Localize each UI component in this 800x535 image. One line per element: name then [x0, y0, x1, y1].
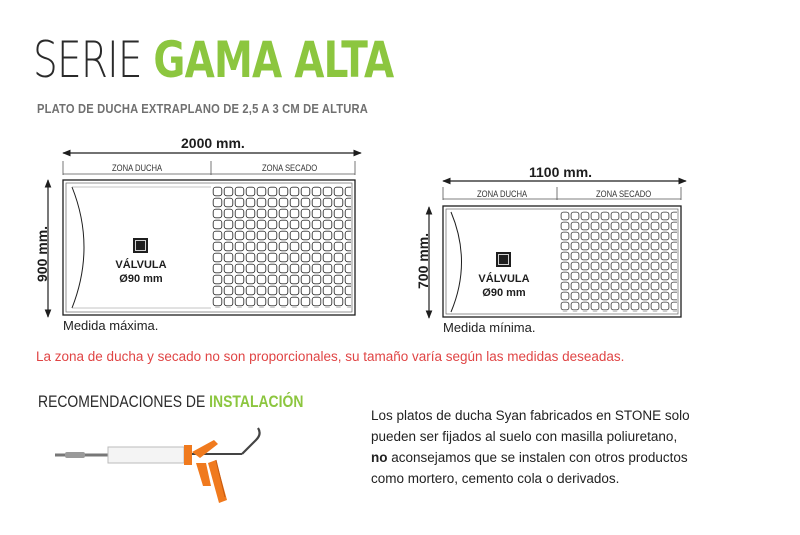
valve-text-min [468, 272, 540, 300]
desc-line-2: pueden ser fijados al suelo con masilla poliuretano, [371, 429, 678, 444]
zone-dry-label-min: ZONA SECADO [596, 189, 652, 199]
desc-line-3-rest: aconsejamos que se instalen con otros productos [387, 450, 688, 465]
diagram-max [48, 153, 361, 317]
zone-dry-label-max: ZONA SECADO [262, 163, 318, 173]
installation-description [371, 405, 701, 489]
width-label-max: 2000 mm. [181, 135, 245, 151]
valve-size: Ø90 mm [119, 273, 163, 285]
zone-shower-label-max: ZONA DUCHA [112, 163, 163, 173]
desc-bold-no: no [371, 450, 388, 465]
rec-title-part1: RECOMENDACIONES DE [38, 392, 210, 411]
caption-min: Medida mínima. [443, 320, 536, 335]
valve-text-max [105, 258, 177, 286]
desc-line-4: como mortero, cemento cola o derivados. [371, 471, 620, 486]
page-subtitle: PLATO DE DUCHA EXTRAPLANO DE 2,5 A 3 CM DE ALTURA [37, 101, 369, 116]
proportion-note: La zona de ducha y secado no son proporcionales, su tamaño varía según las medidas deseadas. [36, 349, 625, 364]
height-label-max: 900 mm. [34, 225, 50, 282]
zone-shower-label-min: ZONA DUCHA [477, 189, 528, 199]
height-label-min: 700 mm. [415, 232, 431, 289]
rec-title-part2: INSTALACIÓN [209, 392, 304, 411]
desc-line-1: Los platos de ducha Syan fabricados en STONE solo [371, 408, 690, 423]
desc-line-3 [371, 447, 701, 468]
valve-label: VÁLVULA [115, 259, 167, 271]
dry-zone-texture-max [212, 186, 351, 308]
caption-max: Medida máxima. [63, 318, 159, 333]
recommendations-title [38, 392, 303, 412]
title-gama-alta: GAMA ALTA [153, 31, 394, 89]
dry-zone-texture-min [560, 211, 677, 312]
valve-size: Ø90 mm [482, 287, 526, 299]
caulking-gun-icon [55, 428, 260, 503]
width-label-min: 1100 mm. [529, 164, 593, 180]
title-serie: SERIE [33, 31, 154, 89]
valve-label: VÁLVULA [478, 273, 530, 285]
